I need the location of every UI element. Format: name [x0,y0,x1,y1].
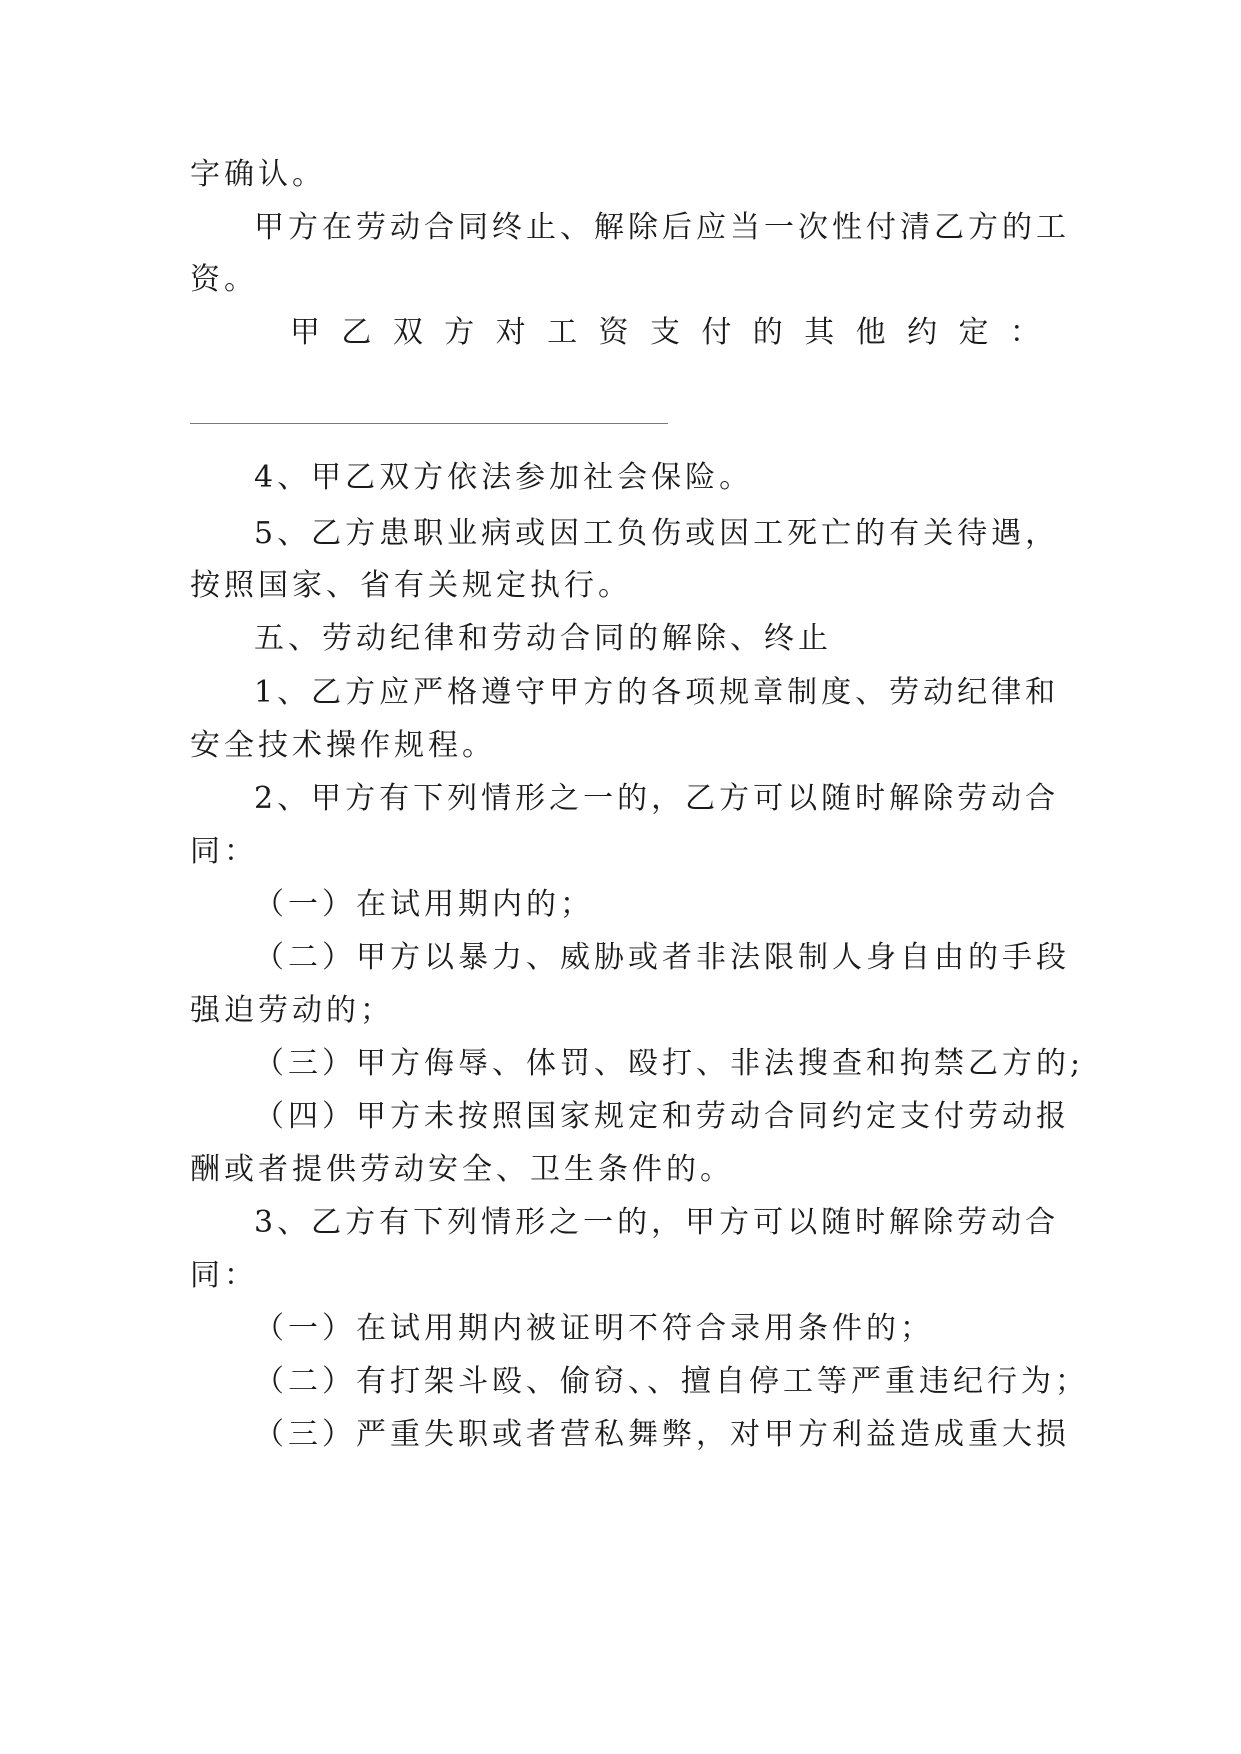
agreement-char: 定 [958,315,989,350]
fill-in-blank-line [190,423,668,424]
list-item: （二）甲方以暴力、威胁或者非法限制人身自由的手段 [254,940,1070,975]
agreement-char: 乙 [341,315,372,350]
paragraph-line: 安全技术操作规程。 [190,728,496,763]
paragraph-line: 4、甲乙双方依法参加社会保险。 [254,460,754,495]
agreement-char: 资 [598,315,629,350]
paragraph-line: 甲方在劳动合同终止、解除后应当一次性付清乙方的工 [254,210,1070,245]
list-item: （三）甲方侮辱、体罚、殴打、非法搜查和拘禁乙方的; [254,1046,1085,1081]
agreement-char: 他 [855,315,886,350]
list-item: （三）严重失职或者营私舞弊，对甲方利益造成重大损 [254,1417,1070,1452]
agreement-char: ： [1009,315,1040,350]
list-item: （四）甲方未按照国家规定和劳动合同约定支付劳动报 [254,1099,1070,1134]
list-item: （一）在试用期内被证明不符合录用条件的； [254,1311,934,1346]
agreement-char: 的 [752,315,783,350]
agreement-char: 对 [495,315,526,350]
paragraph-line: 5、乙方患职业病或因工负伤或因工死亡的有关待遇， [254,516,1060,551]
paragraph-line: 资。 [190,262,258,297]
paragraph-line: 同： [190,834,258,869]
paragraph-line: 1、乙方应严格遵守甲方的各项规章制度、劳动纪律和 [254,675,1060,710]
agreement-char: 付 [701,315,732,350]
paragraph-line: 同： [190,1258,258,1293]
paragraph-line: 2、甲方有下列情形之一的，乙方可以随时解除劳动合 [254,781,1060,816]
section-heading: 五、劳动纪律和劳动合同的解除、终止 [254,621,832,656]
paragraph-line: 字确认。 [190,157,326,192]
paragraph-line: 酬或者提供劳动安全、卫生条件的。 [190,1152,734,1187]
list-item: （一）在试用期内的； [254,887,594,922]
agreement-char: 其 [804,315,835,350]
agreement-char: 甲 [290,315,320,350]
paragraph-line: 强迫劳动的； [190,993,394,1028]
paragraph-line: 3、乙方有下列情形之一的，甲方可以随时解除劳动合 [254,1205,1060,1240]
agreement-char: 方 [444,315,475,350]
other-agreement-line [290,313,1040,353]
agreement-char: 支 [649,315,680,350]
agreement-char: 双 [392,315,423,350]
paragraph-line: 按照国家、省有关规定执行。 [190,568,632,603]
agreement-char: 工 [547,315,578,350]
list-item: （二）有打架斗殴、偷窃、、擅自停工等严重违纪行为； [254,1364,1089,1399]
agreement-char: 约 [907,315,938,350]
